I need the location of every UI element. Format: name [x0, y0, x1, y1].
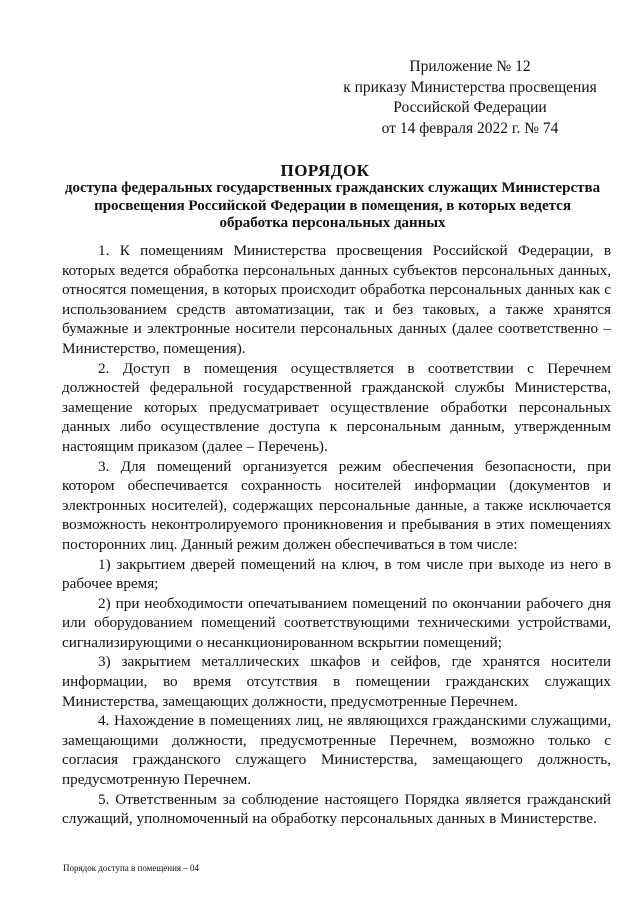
- paragraph-4: 4. Нахождение в помещениях лиц, не являющихся гражданскими служащими, замещающими должности, предусмотренные Перечнем, возможно только с согласия гражданского служащего Министерства, замещающего должность, предусмотренную Перечнем.: [62, 712, 611, 789]
- page-footer: Порядок доступа в помещения – 04: [63, 863, 200, 873]
- subitem-2: 2) при необходимости опечатыванием помещений по окончании рабочего дня или оборудованием помещений соответствующими техническими устройствами, сигнализирующими о несанкционированном вскрытии помещений;: [62, 594, 611, 651]
- subitem-1: 1) закрытием дверей помещений на ключ, в том числе при выходе из него в рабочее время;: [62, 555, 611, 593]
- appendix-block: [330, 57, 610, 139]
- paragraph-1: 1. К помещениям Министерства просвещения Российской Федерации, в которых ведется обработка персональных данных субъектов персональных данных, относятся помещения, в которых происходит обработка персональных данных как с использованием средств автоматизации, так и без таковых, а также хранятся бумажные и электронные носители персональных данных (далее соответственно – Министерство, помещения).: [62, 242, 611, 357]
- appendix-country: Российской Федерации: [393, 99, 547, 116]
- paragraph-5: 5. Ответственным за соблюдение настоящего Порядка является гражданский служащий, уполномоченный на обработку персональных данных в Министерстве.: [62, 790, 611, 828]
- document-title: ПОРЯДОК: [280, 161, 370, 180]
- subitem-3: 3) закрытием металлических шкафов и сейфов, где хранятся носители информации, во время отсутствия в помещении гражданских служащих Министерства, замещающих должности, предусмотренные Перечнем.: [62, 653, 611, 710]
- appendix-order-ref: к приказу Министерства просвещения: [343, 78, 597, 96]
- document-subtitle: [55, 180, 610, 233]
- subtitle-line: доступа федеральных государственных гражданских служащих Министерства: [64, 180, 601, 196]
- subtitle-line: обработка персональных данных: [219, 215, 446, 231]
- paragraph-3: 3. Для помещений организуется режим обеспечения безопасности, при котором обеспечивается сохранность носителей информации (документов и электронных носителей), содержащих персональные данные, а также исключается возможность неконтролируемого проникновения и пребывания в этих помещениях посторонних лиц. Данный режим должен обеспечиваться в том числе:: [62, 457, 611, 553]
- appendix-number: Приложение № 12: [409, 58, 531, 75]
- paragraph-2: 2. Доступ в помещения осуществляется в соответствии с Перечнем должностей федеральной государственной гражданской службы Министерства, замещение которых предусматривает осуществление обработки персональных данных либо осуществление доступа к персональным данным, утвержденным настоящим приказом (далее – Перечень).: [62, 359, 611, 455]
- subtitle-line: просвещения Российской Федерации в помещения, в которых ведется: [94, 197, 571, 214]
- document-body: [62, 241, 611, 829]
- appendix-date: от 14 февраля 2022 г. № 74: [381, 119, 559, 137]
